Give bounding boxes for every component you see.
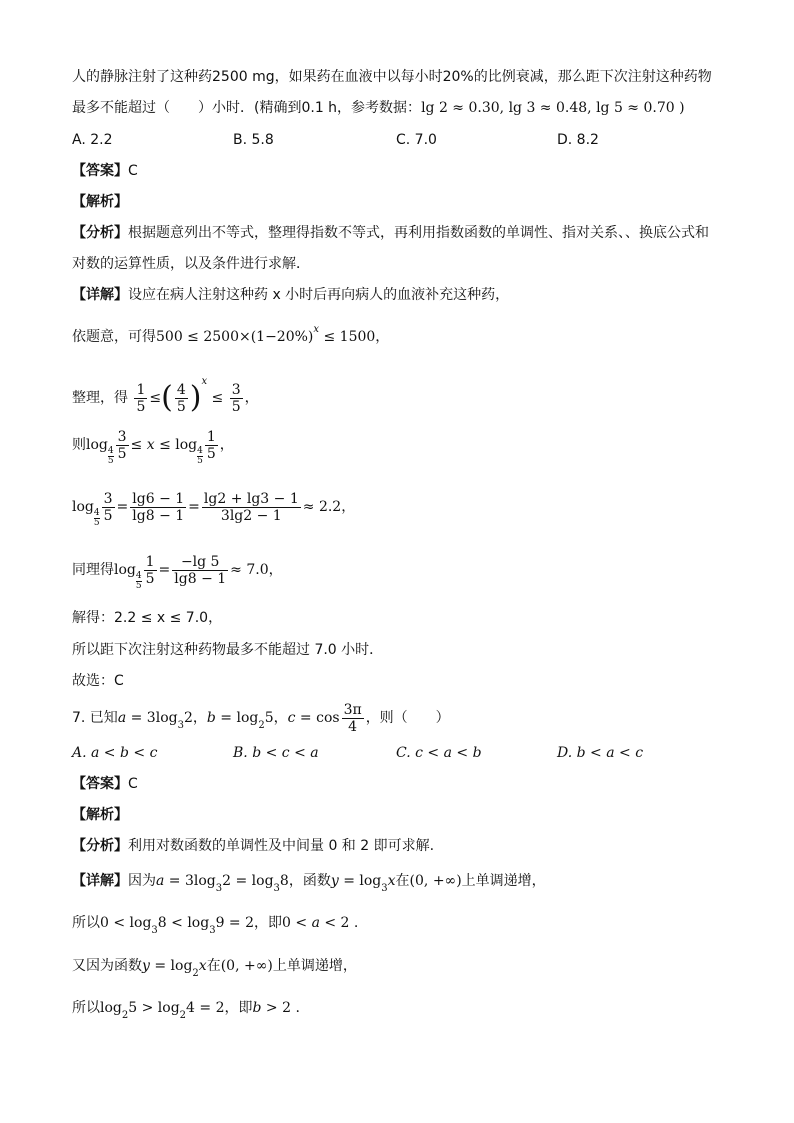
q6-stem-line1: 人的静脉注射了这种药2500 mg，如果药在血液中以每小时20%的比例衰减，那么距下次注射这种药物 [72,69,712,85]
q6-xiangjie-tag: 【详解】 [72,287,128,303]
q6-step1-math: 500 ≤ 2500×(1−20%) [156,329,314,345]
q6-option-d: D. 8.2 [557,132,599,148]
q6-step1 [72,320,389,347]
q6-analysis-tag [72,192,128,212]
q6-step4-frac1: $\frac{\lg 6 - 1}{\lg 8 - 1}$ [132,490,185,524]
q6-step2-frac-4-5: $\frac{4}{5}$ [176,381,186,415]
q7-stem: 7. 已知$a = 3\log_32$，$b = \log_25$，c = cos $\frac{3\pi}{4}$ ，则（ ） [72,701,450,735]
q7-xiangjie-line1: 【详解】因为$a = 3\log_32 = \log_38$，函数$y = \log_3x$在(0, +∞)上单调递增， [72,873,546,894]
q7-fenxi-text: 利用对数函数的单调性及中间量 0 和 2 即可求解. [128,838,435,854]
q6-reference-data: lg 2 ≈ 0.30, lg 3 ≈ 0.48, lg 5 ≈ 0.70 ) [421,100,685,116]
q6-step4: log $\frac{4}{5}$ $\frac{3}{5}$ = $\frac{\lg 6 - 1}{\lg 8 - 1}$ = $\frac{\lg 2 + \lg 3 - 1}{3\lg 2 - 1}$ ≈ 2.2， [72,490,356,528]
q7-option-c: C. c < a < b [396,745,482,761]
q6-fenxi-line2: 对数的运算性质，以及条件进行求解． [72,256,310,272]
q7-xiangjie-line3: 又因为函数$y = \log_2x$在(0, +∞)上单调递增， [72,958,357,979]
q6-option-a: A. 2.2 [72,132,113,148]
q7-option-d: D. b < a < c [557,745,644,761]
q6-xiangjie-line1 [72,285,509,305]
q6-fenxi-text1: 根据题意列出不等式，整理得指数不等式，再利用指数函数的单调性、指对关系、、换底公式和 [128,225,709,241]
q6-answer-value: C [128,163,138,179]
q7-answer-value: C [128,776,138,792]
q7-analysis-tag [72,805,128,825]
q6-conclusion: 所以距下次注射这种药物最多不能超过 7.0 小时． [72,642,384,658]
q7-stem-tail: ，则（ ） [365,710,450,726]
q6-step1-exponent: x [313,324,320,335]
q6-fenxi-tag: 【分析】 [72,225,128,241]
q7-option-b: B. b < c < a [233,745,319,761]
q6-answer [72,161,138,181]
q6-analysis-label: 【解析】 [72,194,128,210]
q7-stem-prefix: 7. 已知 [72,710,118,726]
q7-xiangjie-line2: 所以$0 < \log_38 < \log_39 = 2$，即0 < a < 2 . [72,915,359,936]
q6-step1-tail: ≤ 1500， [319,329,390,345]
q7-answer-tag: 【答案】 [72,776,128,792]
q6-answer-tag: 【答案】 [72,163,128,179]
q6-step2-label: 整理，得 [72,390,128,406]
q6-fenxi-line1 [72,223,709,243]
q6-option-c: C. 7.0 [396,132,437,148]
q7-option-a: A. a < b < c [72,745,158,761]
q7-fenxi-tag: 【分析】 [72,838,128,854]
q7-xiangjie-tag: 【详解】 [72,873,128,889]
q6-step5-label: 同理得 [72,562,114,578]
q6-step2-frac-1-5: $\frac{1}{5}$ [136,381,146,415]
q7-xiangjie-line4: 所以$\log_25 > \log_24 = 2$，即b > 2 . [72,1000,300,1021]
q6-step1-label: 依题意，可得 [72,329,156,345]
q6-step5-frac: $\frac{-\lg 5}{\lg 8 - 1}$ [174,553,227,587]
q6-option-b: B. 5.8 [233,132,274,148]
q6-step4-frac2: $\frac{\lg 2 + \lg 3 - 1}{3\lg 2 - 1}$ [203,490,299,524]
q6-choose: 故选：C [72,673,124,689]
q6-xiangjie-text1: 设应在病人注射这种药 x 小时后再向病人的血液补充这种药， [128,287,510,303]
q7-fenxi [72,836,434,856]
q6-stem-line2 [72,98,685,118]
q6-solve: 解得：2.2 ≤ x ≤ 7.0， [72,610,223,626]
q6-step2: 整理，得 $\frac{1}{5}$ ≤( $\frac{4}{5}$ )$^x$ ≤ $\frac{3}{5}$ ， [72,376,259,415]
q7-analysis-label: 【解析】 [72,807,128,823]
q6-step3: 则log $\frac{4}{5}$ $\frac{3}{5}$ ≤ x ≤ log $\frac{4}{5}$ $\frac{1}{5}$ ， [72,428,234,466]
q6-step2-frac-3-5: $\frac{3}{5}$ [231,381,241,415]
q7-answer [72,774,138,794]
q6-stem-line2-text: 最多不能超过（ ）小时．(精确到0.1 h，参考数据： [72,100,422,116]
q6-step3-label: 则 [72,437,86,453]
q6-step5: 同理得log $\frac{4}{5}$ $\frac{1}{5}$ = $\frac{-\lg 5}{\lg 8 - 1}$ ≈ 7.0， [72,553,283,591]
